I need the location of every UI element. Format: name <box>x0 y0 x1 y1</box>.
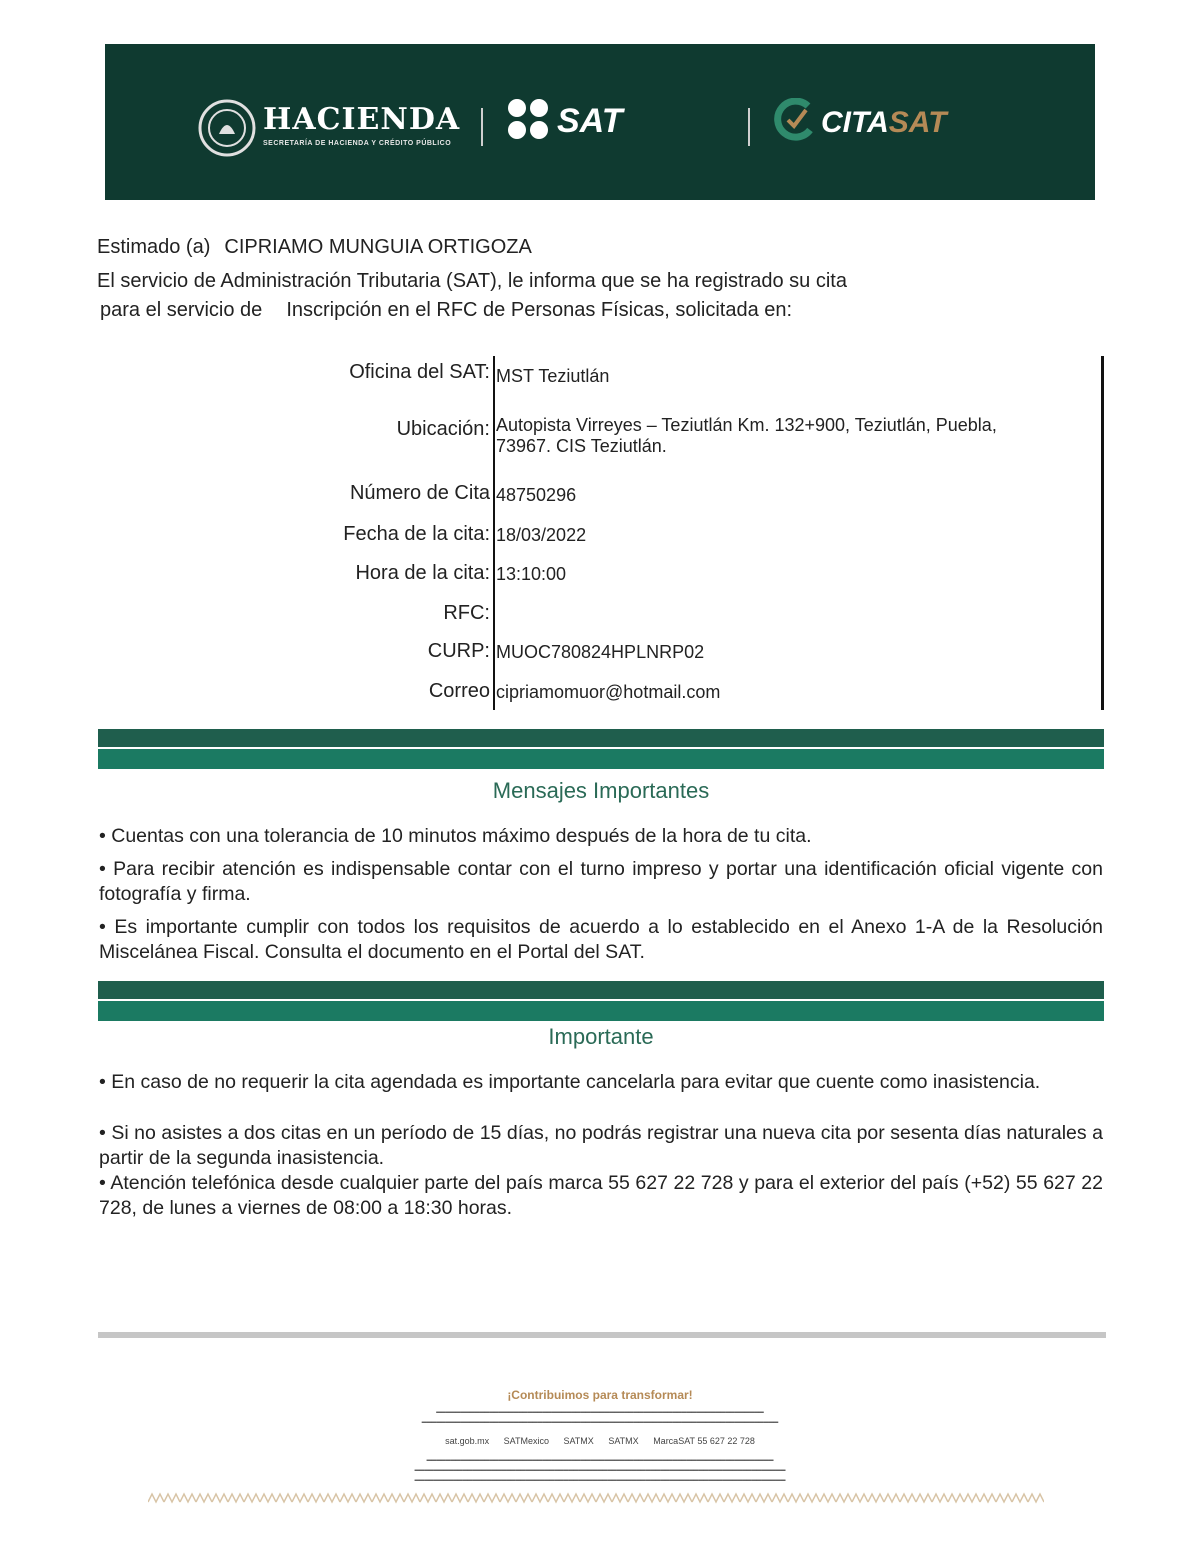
footer-legal-line-5: ━━━━━━━━━━━━━━━━━━━━━━━━━━━━━━━━━━━━━━━━━━━━━━━━━━━━━━━━━━━━━━━━━━━━━━━━━━━━━ <box>414 1476 786 1485</box>
citasat-text-part2: SAT <box>888 106 947 139</box>
service-name: Inscripción en el RFC de Personas Físicas, solicitada en: <box>286 299 793 321</box>
email-label: Correo <box>428 680 490 702</box>
location-label: Ubicación: <box>396 418 490 440</box>
header-banner <box>105 44 1095 200</box>
section-bar-important <box>98 981 1104 1021</box>
important-item-3: • Atención telefónica desde cualquier parte del país marca 55 627 22 728 y para el exterior del país (+52) 55 627 22 728, de lunes a viernes de 08:00 a 18:30 horas. <box>99 1172 1103 1219</box>
citasat-text-part1: CITA <box>821 106 889 139</box>
twitter-link[interactable]: SATMX <box>563 1436 594 1446</box>
greeting-line <box>97 236 532 259</box>
footer-legal-line-4: ━━━━━━━━━━━━━━━━━━━━━━━━━━━━━━━━━━━━━━━━━━━━━━━━━━━━━━━━━━━━━━━━━━━━━━━━━━━━━ <box>414 1466 786 1475</box>
footer-slogan: ¡Contribuimos para transformar! <box>507 1388 693 1402</box>
details-left-rule <box>493 356 495 710</box>
appointment-time-label: Hora de la cita: <box>355 562 490 584</box>
footer-social-links <box>0 1436 1200 1446</box>
citasat-logo-icon <box>770 98 816 144</box>
email-value: cipriamomuor@hotmail.com <box>496 682 721 702</box>
intro-line-2 <box>100 299 792 322</box>
intro-service-prefix: para el servicio de <box>100 299 263 321</box>
important-title: Importante <box>548 1024 654 1049</box>
office-label: Oficina del SAT: <box>349 361 490 383</box>
appointment-date-label: Fecha de la cita: <box>343 523 490 545</box>
location-value-line2: 73967. CIS Teziutlán. <box>496 436 667 456</box>
location-value-line1: Autopista Virreyes – Teziutlán Km. 132+900, Teziutlán, Puebla, <box>496 415 997 435</box>
citasat-logo-text <box>821 106 947 140</box>
mexico-coat-of-arms-icon <box>197 98 257 158</box>
footer-legal-line-3: ━━━━━━━━━━━━━━━━━━━━━━━━━━━━━━━━━━━━━━━━━━━━━━━━━━━━━━━━━━━━━━━━━━━━━━━━ <box>426 1456 774 1465</box>
recipient-name: CIPRIAMO MUNGUIA ORTIGOZA <box>224 236 532 258</box>
hacienda-subtitle: SECRETARÍA DE HACIENDA Y CRÉDITO PÚBLICO <box>263 140 452 147</box>
sat-logo-icon <box>505 96 551 142</box>
message-item-2: • Para recibir atención es indispensable contar con el turno impreso y portar una identificación oficial vigente con fotografía y firma. <box>99 858 1103 905</box>
message-item-3: • Es importante cumplir con todos los requisitos de acuerdo a lo establecido en el Anexo 1-A de la Resolución Miscelánea Fiscal. Consulta el documento en el Portal del SAT. <box>99 916 1103 963</box>
curp-value: MUOC780824HPLNRP02 <box>496 642 705 662</box>
footer-legal-line-1: ━━━━━━━━━━━━━━━━━━━━━━━━━━━━━━━━━━━━━━━━━━━━━━━━━━━━━━━━━━━━━━━━━━━━ <box>436 1408 764 1417</box>
important-item-1: • En caso de no requerir la cita agendada es importante cancelarla para evitar que cuente como inasistencia. <box>99 1071 1041 1093</box>
youtube-link[interactable]: SATMX <box>608 1436 639 1446</box>
logo-row <box>105 44 1095 200</box>
sat-logo-text: SAT <box>557 102 623 140</box>
logo-divider <box>481 108 483 146</box>
location-value <box>496 415 1086 457</box>
appointment-number-label: Número de Cita <box>349 482 490 504</box>
marcasat-link[interactable]: MarcaSAT 55 627 22 728 <box>653 1436 755 1446</box>
footer-legal-line-2: ━━━━━━━━━━━━━━━━━━━━━━━━━━━━━━━━━━━━━━━━━━━━━━━━━━━━━━━━━━━━━━━━━━━━━━━━━━ <box>421 1418 779 1427</box>
facebook-link[interactable]: SATMexico <box>503 1436 549 1446</box>
details-right-rule <box>1101 356 1104 710</box>
messages-title: Mensajes Importantes <box>492 778 710 803</box>
logo-divider-2 <box>748 108 750 146</box>
appointment-time-value: 13:10:00 <box>496 564 567 584</box>
rfc-label: RFC: <box>443 602 490 624</box>
office-value: MST Teziutlán <box>496 366 610 386</box>
intro-line-1: El servicio de Administración Tributaria (SAT), le informa que se ha registrado su cita <box>97 270 847 292</box>
message-item-1: • Cuentas con una tolerancia de 10 minutos máximo después de la hora de tu cita. <box>99 825 812 847</box>
footer-decorative-pattern <box>148 1492 1044 1504</box>
website-link[interactable]: sat.gob.mx <box>445 1436 490 1446</box>
appointment-number-value: 48750296 <box>496 485 577 505</box>
curp-label: CURP: <box>427 640 490 662</box>
greeting-label: Estimado (a) <box>97 236 211 258</box>
hacienda-logo-text: HACIENDA <box>263 102 461 137</box>
appointment-date-value: 18/03/2022 <box>496 525 587 545</box>
important-item-2: • Si no asistes a dos citas en un período de 15 días, no podrás registrar una nueva cita por sesenta días naturales a partir de la segunda inasistencia. <box>99 1122 1103 1169</box>
footer-rule <box>98 1332 1106 1338</box>
section-bar-messages <box>98 729 1104 769</box>
